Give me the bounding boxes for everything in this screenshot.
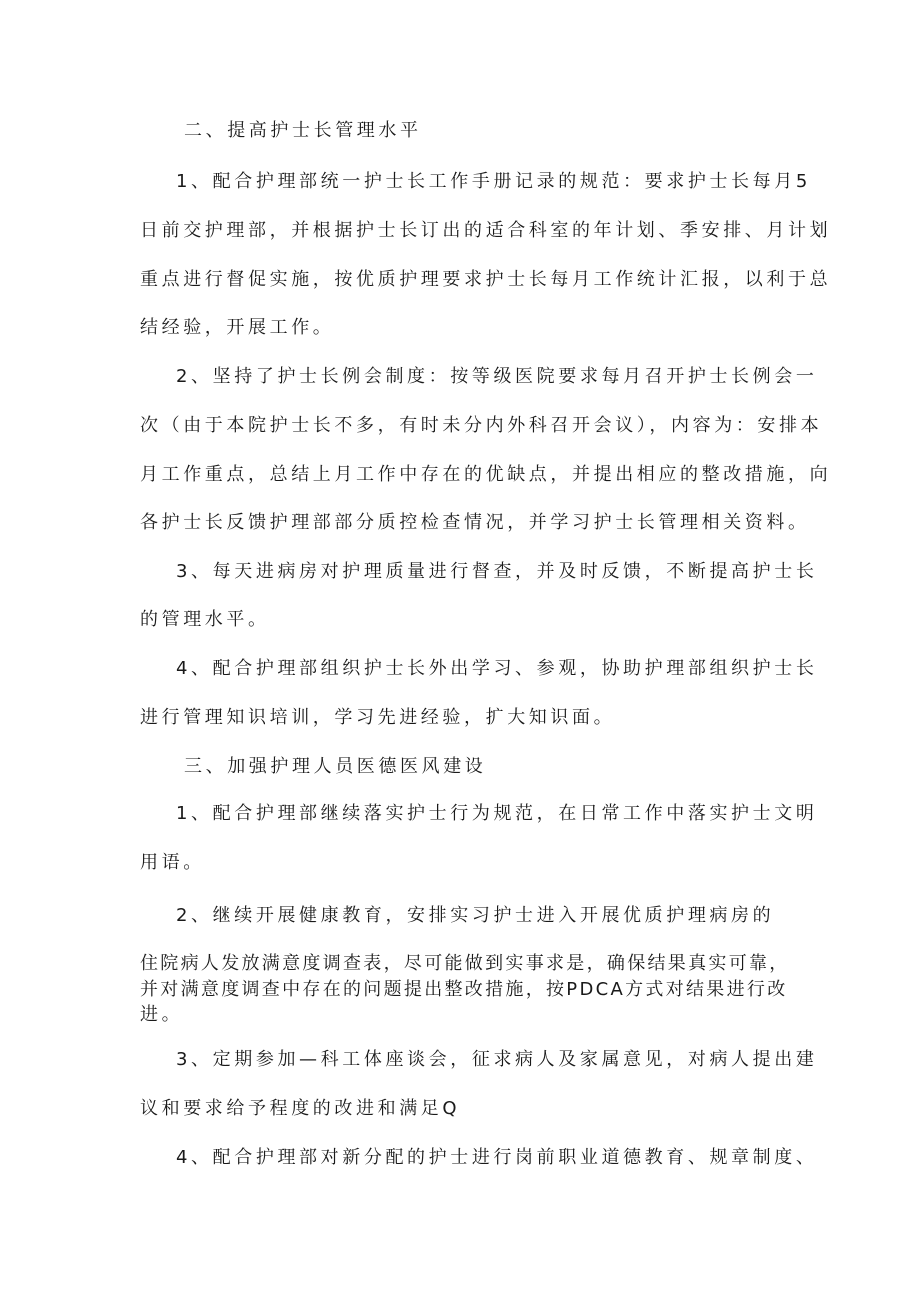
paragraph-line: 2、继续开展健康教育，安排实习护士进入开展优质护理病房的 — [176, 905, 775, 926]
paragraph-line: 1、配合护理部继续落实护士行为规范，在日常工作中落实护士文明 — [176, 803, 818, 824]
paragraph-line: 并对满意度调查中存在的问题提出整改措施，按PDCA方式对结果进行改 — [140, 979, 788, 1000]
paragraph-line: 进行管理知识培训，学习先进经验，扩大知识面。 — [140, 707, 616, 728]
paragraph-line: 住院病人发放满意度调查表，尽可能做到实事求是，确保结果真实可靠， — [140, 953, 790, 974]
paragraph-line: 3、每天进病房对护理质量进行督查，并及时反馈，不断提高护士长 — [176, 561, 818, 582]
section-3-heading: 三、加强护理人员医德医风建设 — [184, 756, 487, 777]
paragraph-line: 月工作重点，总结上月工作中存在的优缺点，并提出相应的整改措施，向 — [140, 464, 832, 485]
paragraph-line: 4、配合护理部对新分配的护士进行岗前职业道德教育、规章制度、 — [176, 1147, 818, 1168]
paragraph-line: 各护士长反馈护理部部分质控检查情况，并学习护士长管理相关资料。 — [140, 512, 810, 533]
paragraph-line: 次（由于本院护士长不多，有时未分内外科召开会议），内容为：安排本 — [140, 415, 823, 436]
paragraph-line: 重点进行督促实施，按优质护理要求护士长每月工作统计汇报，以利于总 — [140, 269, 832, 290]
paragraph-line: 4、配合护理部组织护士长外出学习、参观，协助护理部组织护士长 — [176, 658, 818, 679]
paragraph-line: 3、定期参加—科工体座谈会，征求病人及家属意见，对病人提出建 — [176, 1049, 818, 1070]
paragraph-line: 结经验，开展工作。 — [140, 317, 335, 338]
section-2-heading: 二、提高护士长管理水平 — [184, 120, 422, 141]
paragraph-line: 1、配合护理部统一护士长工作手册记录的规范：要求护士长每月5 — [176, 171, 811, 192]
paragraph-line: 议和要求给予程度的改进和满足Q — [140, 1098, 461, 1119]
paragraph-line: 的管理水平。 — [140, 609, 270, 630]
paragraph-line: 进。 — [140, 1004, 184, 1025]
paragraph-line: 用语。 — [140, 852, 205, 873]
paragraph-line: 2、坚持了护士长例会制度：按等级医院要求每月召开护士长例会一 — [176, 366, 818, 387]
paragraph-line: 日前交护理部，并根据护士长订出的适合科室的年计划、季安排、月计划 — [140, 220, 832, 241]
